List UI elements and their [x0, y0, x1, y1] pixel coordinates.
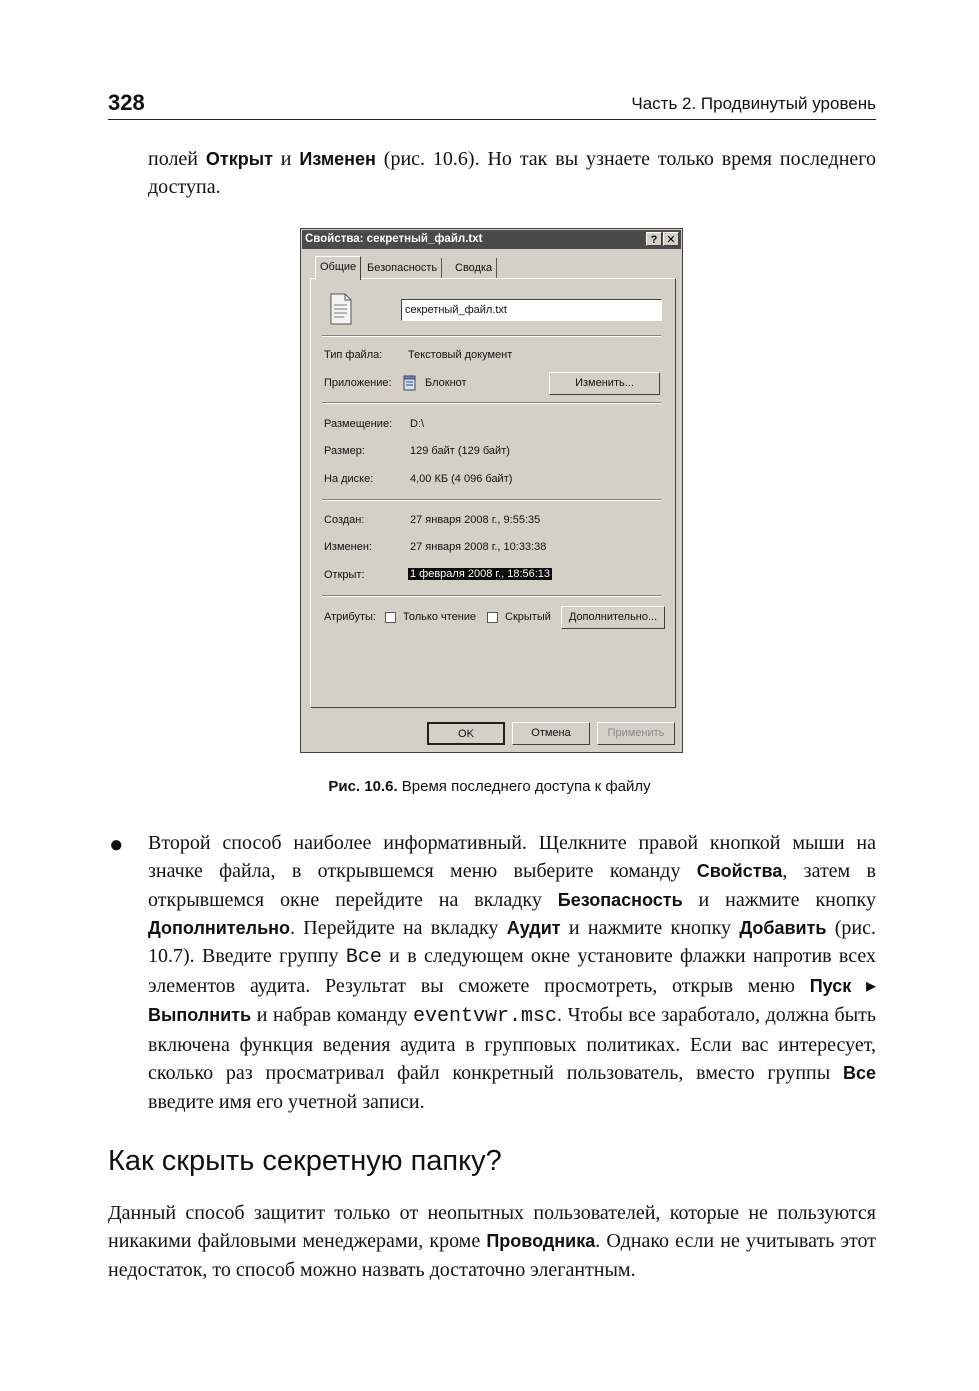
figure-caption — [0, 778, 979, 795]
size-value: 129 байт (129 байт) — [410, 445, 510, 457]
accessed-label: Открыт: — [324, 569, 365, 581]
text: . Однако если не учитывать этот недостаток, то способ можно назвать достаточно элегантным. — [108, 1230, 876, 1281]
created-value: 27 января 2008 г., 9:55:35 — [410, 514, 541, 526]
code-text: Все — [345, 946, 382, 970]
text: и — [272, 148, 300, 170]
divider — [322, 595, 661, 597]
text: и нажмите кнопку — [682, 888, 876, 911]
cancel-button[interactable]: Отмена — [512, 722, 590, 745]
keyword: Аудит — [506, 917, 561, 938]
readonly-checkbox[interactable] — [385, 612, 396, 623]
modified-value: 27 января 2008 г., 10:33:38 — [410, 541, 547, 553]
bullet-paragraph — [148, 829, 876, 1116]
keyword: Свойства — [696, 861, 783, 882]
advanced-button[interactable]: Дополнительно... — [561, 606, 665, 629]
keyword: Дополнительно — [148, 917, 291, 938]
header-rule — [108, 119, 876, 120]
menu-arrow-icon: ▸ — [851, 975, 876, 998]
keyword: Проводника — [486, 1231, 596, 1252]
keyword: Выполнить — [148, 1004, 252, 1025]
text: и нажмите кнопку — [560, 916, 740, 939]
modified-label: Изменен: — [324, 541, 372, 553]
help-button[interactable]: ? — [646, 232, 662, 246]
text: и в следующем окне установите флажки напротив всех элементов аудита. Результат вы сможете просмотреть, открыв меню — [148, 945, 876, 998]
divider — [322, 402, 661, 404]
tab-summary[interactable]: Сводка — [451, 258, 497, 278]
file-type-label: Тип файла: — [324, 349, 383, 361]
text: . Перейдите на вкладку — [290, 916, 507, 939]
location-label: Размещение: — [324, 418, 393, 430]
caption-text: Время последнего доступа к файлу — [397, 778, 651, 795]
keyword-opened: Открыт — [205, 149, 273, 169]
disk-size-value: 4,00 КБ (4 096 байт) — [410, 473, 513, 485]
app-value: Блокнот — [425, 377, 467, 389]
dialog-titlebar — [302, 230, 681, 249]
section-heading: Как скрыть секретную папку? — [108, 1145, 502, 1177]
text: (рис. 10.6). Но так вы узнаете только время последнего доступа. — [148, 148, 877, 199]
properties-dialog — [300, 228, 683, 753]
keyword: Безопасность — [557, 889, 683, 910]
running-head: Часть 2. Продвинутый уровень — [631, 94, 876, 113]
page-number: 328 — [108, 90, 145, 115]
notepad-icon — [402, 375, 418, 391]
size-label: Размер: — [324, 445, 365, 457]
text-file-icon — [330, 293, 352, 325]
keyword: Все — [842, 1063, 876, 1084]
text: , затем в открывшемся окне перейдите на вкладку — [148, 860, 876, 911]
dialog-title: Свойства: секретный_файл.txt — [305, 233, 483, 245]
filename-input[interactable]: секретный_файл.txt — [401, 299, 662, 321]
location-value: D:\ — [410, 418, 425, 430]
tab-general[interactable]: Общие — [315, 256, 361, 280]
apply-button[interactable]: Применить — [597, 722, 675, 745]
intro-paragraph — [148, 145, 876, 202]
keyword-modified: Изменен — [299, 149, 376, 169]
text: Данный способ защитит только от неопытных пользователей, которые не пользуются никакими файловыми менеджерами, кроме — [108, 1202, 876, 1253]
tab-security[interactable]: Безопасность — [363, 258, 442, 278]
disk-size-label: На диске: — [324, 473, 374, 485]
accessed-value[interactable]: 1 февраля 2008 г., 18:56:13 — [410, 568, 551, 580]
text: (рис. 10.7). Введите группу — [148, 916, 877, 968]
text: полей — [148, 148, 206, 170]
close-button[interactable]: ✕ — [663, 232, 679, 246]
final-paragraph — [108, 1199, 876, 1284]
attributes-label: Атрибуты: — [324, 611, 376, 623]
created-label: Создан: — [324, 514, 365, 526]
divider — [322, 335, 661, 337]
text: Второй способ наиболее информативный. Щелкните правой кнопкой мыши на значке файла, в открывшемся меню выберите команду — [148, 832, 876, 883]
hidden-checkbox[interactable] — [487, 612, 498, 623]
divider — [322, 499, 661, 501]
tab-panel — [310, 278, 676, 708]
text: и набрав команду — [251, 1003, 413, 1026]
keyword: Пуск — [809, 976, 852, 997]
readonly-label: Только чтение — [403, 611, 477, 623]
caption-label: Рис. 10.6. — [328, 778, 398, 795]
hidden-label: Скрытый — [505, 611, 551, 623]
change-button[interactable]: Изменить... — [549, 372, 660, 395]
text: введите имя его учетной записи. — [148, 1090, 425, 1113]
text: . Чтобы все заработало, должна быть включена функция ведения аудита в групповых политиках. Если вас интересует, сколько раз просматривал файл конкретный пользователь, вместо группы — [148, 1003, 877, 1085]
keyword: Добавить — [739, 917, 827, 938]
bullet-icon: ● — [109, 832, 124, 858]
ok-button[interactable]: OK — [427, 722, 505, 745]
code-text: eventvwr.msc — [413, 1004, 558, 1028]
app-label: Приложение: — [324, 377, 392, 389]
file-type-value: Текстовый документ — [408, 349, 513, 361]
